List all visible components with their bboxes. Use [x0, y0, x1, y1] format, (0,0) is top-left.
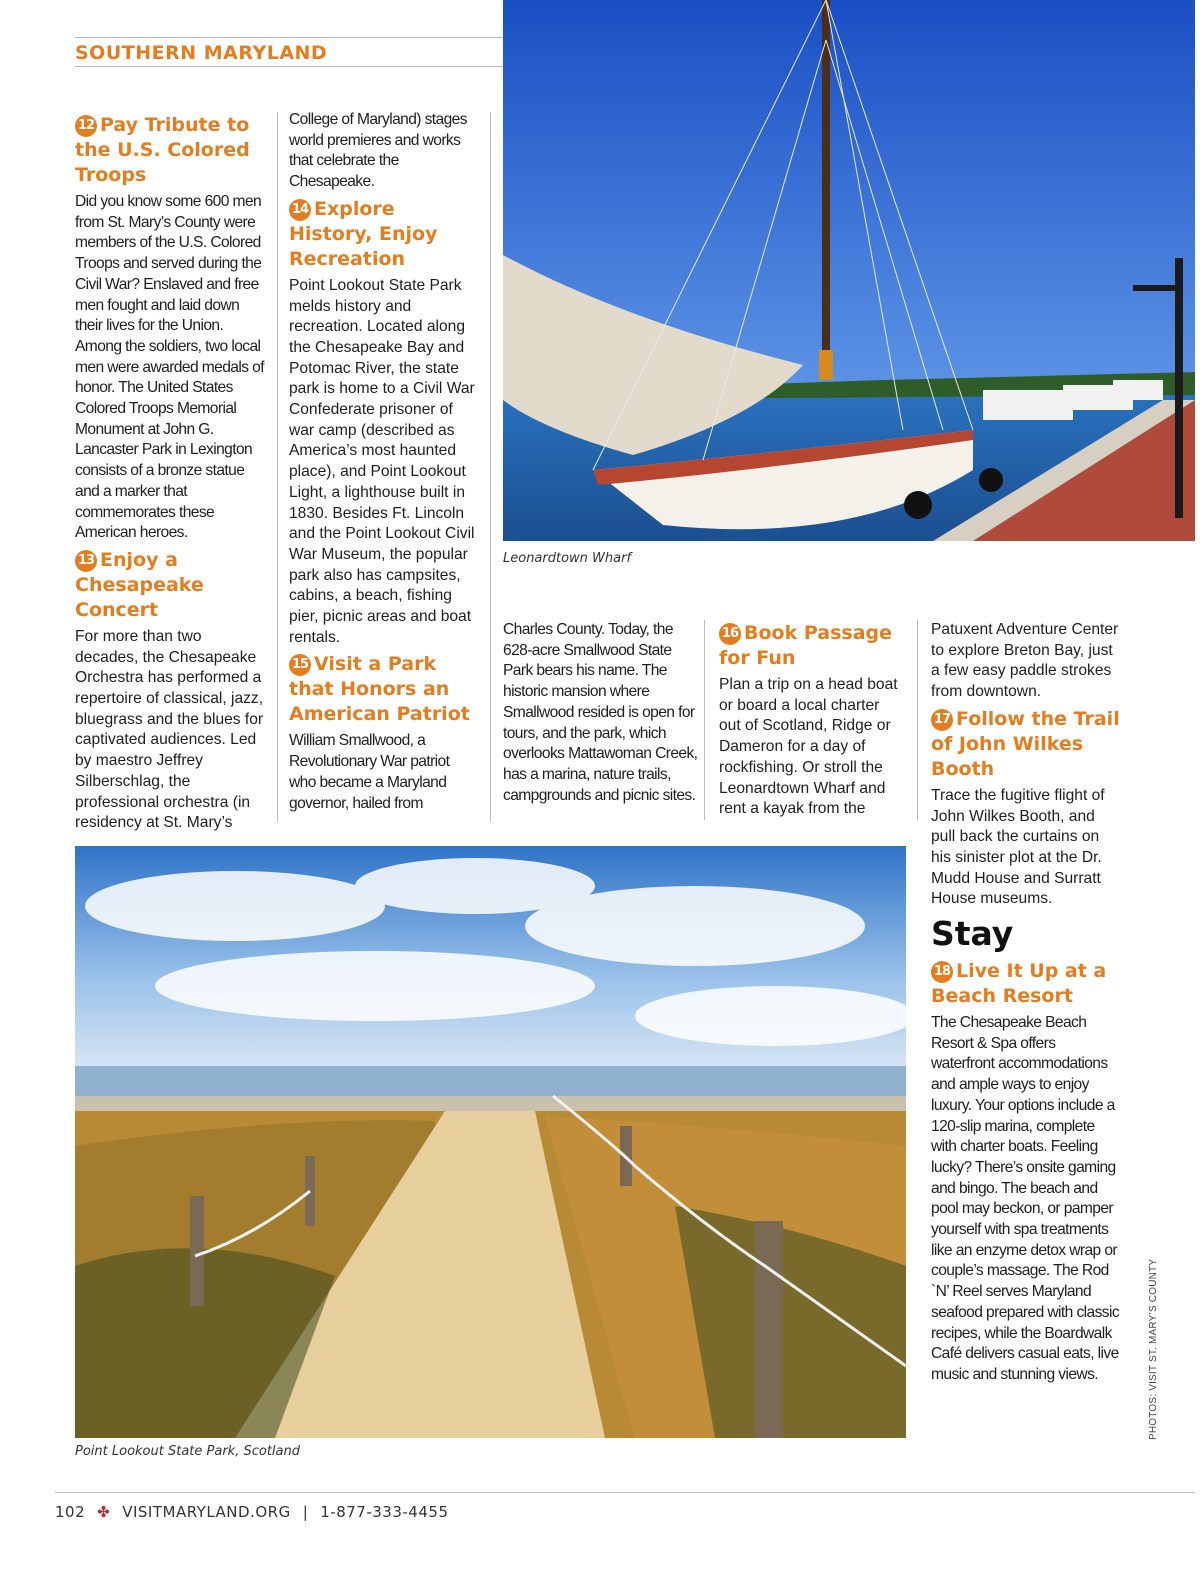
item-17-body: Trace the fugitive flight of John Wilkes Booth, and pull back the curtains on his sinister plot at the Dr. Mudd House and Surratt House museums. — [931, 786, 1105, 908]
item-15-body-cont: Charles County. Today, the 628-acre Smallwood State Park bears his name. The historic mansion where Smallwood resided is open for tours, and the park, which overlooks Mattawoman Creek, has a marina, nature trails, campgrounds and picnic sites. — [503, 621, 698, 804]
column-divider — [917, 620, 918, 820]
item-12-heading — [75, 113, 267, 188]
item-14-heading — [289, 197, 479, 272]
column-3 — [503, 620, 699, 810]
footer — [55, 1503, 448, 1521]
item-13-body-cont: College of Maryland) stages world premieres and works that celebrate the Chesapeake. — [289, 111, 467, 191]
number-badge-icon: 14 — [289, 199, 311, 221]
column-2 — [289, 110, 479, 818]
item-15-heading — [289, 652, 479, 727]
item-13-title: Enjoy a Chesapeake Concert — [75, 548, 204, 621]
wharf-caption: Leonardtown Wharf — [503, 551, 632, 566]
item-18-title: Live It Up at a Beach Resort — [931, 960, 1107, 1008]
item-16-title: Book Passage for Fun — [719, 622, 893, 669]
stay-heading: Stay — [931, 914, 1014, 954]
beach-illustration — [75, 846, 906, 1438]
item-16-body-cont: Patuxent Adventure Center to explore Breton Bay, just a few easy paddle strokes from downtown. — [931, 621, 1119, 701]
number-badge-icon: 17 — [931, 709, 953, 731]
footer-separator: | — [302, 1503, 309, 1521]
item-14-body: Point Lookout State Park melds history and recreation. Located along the Chesapeake Bay and Potomac River, the state park is home to a Civil War Confederate prisoner of war camp (described as America’s most haunted place), and Point Lookout Light, a lighthouse built in 1830. Besides Ft. Lincoln and the Point Lookout Civil War Museum, the popular park also has campsites, cabins, a beach, fishing pier, picnic areas and boat rentals. — [289, 276, 475, 646]
page-number: 102 — [55, 1503, 86, 1521]
beach-caption: Point Lookout State Park, Scotland — [75, 1444, 300, 1459]
item-18-heading — [931, 959, 1121, 1009]
item-18-body: The Chesapeake Beach Resort & Spa offers waterfront accommodations and ample ways to enjoy luxury. Your options include a 120-slip marina, complete with charter boats. Feeling lucky? There’s onsite gaming and bingo. The beach and pool may beckon, or pamper yourself with spa treatments like an enzyme detox wrap or couple’s massage. The Rod `N’ Reel serves Maryland seafood prepared with classic recipes, while the Boardwalk Café delivers casual eats, live music and stunning views. — [931, 1014, 1120, 1383]
number-badge-icon: 13 — [75, 550, 97, 572]
section-label: SOUTHERN MARYLAND — [75, 42, 328, 64]
photo-credit: PHOTOS: VISIT ST. MARY’S COUNTY — [1148, 1258, 1159, 1440]
column-5 — [931, 620, 1121, 1390]
number-badge-icon: 18 — [931, 961, 953, 983]
header-rule-top — [75, 37, 503, 38]
footer-website-link[interactable]: VISITMARYLAND.ORG — [122, 1503, 291, 1521]
item-13-body: For more than two decades, the Chesapeake Orchestra has performed a repertoire of classical, jazz, bluegrass and the blues for captivated audiences. Led by maestro Jeffrey Silberschlag, the professional orchestra (in residency at St. Mary’s — [75, 627, 264, 832]
number-badge-icon: 16 — [719, 623, 741, 645]
footer-rule — [55, 1492, 1195, 1493]
maryland-flower-icon: ✤ — [97, 1503, 111, 1521]
item-12-title: Pay Tribute to the U.S. Colored Troops — [75, 114, 250, 186]
item-17-heading — [931, 707, 1121, 782]
item-16-body: Plan a trip on a head boat or board a local charter out of Scotland, Ridge or Dameron for a day of rockfishing. Or stroll the Leonardtown Wharf and rent a kayak from the — [719, 676, 898, 818]
item-16-heading — [719, 621, 905, 671]
item-13-heading — [75, 548, 267, 623]
wharf-photo — [503, 0, 1195, 541]
item-17-title: Follow the Trail of John Wilkes Booth — [931, 707, 1120, 780]
item-15-body: William Smallwood, a Revolutionary War patriot who became a Maryland governor, hailed from — [289, 732, 450, 812]
column-4 — [719, 621, 905, 824]
item-12-body: Did you know some 600 men from St. Mary’s County were members of the U.S. Colored Troops and served during the Civil War? Enslaved and free men fought and laid down their lives for the Union. Among the soldiers, two local men were awarded medals of honor. The United States Colored Troops Memorial Monument at John G. Lancaster Park in Lexington consists of a bronze statue and a marker that commemorates these American heroes. — [75, 193, 264, 542]
beach-photo — [75, 846, 906, 1438]
number-badge-icon: 15 — [289, 654, 311, 676]
header-rule-bottom — [75, 66, 503, 67]
column-1 — [75, 113, 267, 838]
column-divider — [490, 112, 491, 822]
item-15-title: Visit a Park that Honors an American Patriot — [289, 653, 470, 726]
footer-phone: 1-877-333-4455 — [320, 1503, 449, 1521]
number-badge-icon: 12 — [75, 115, 97, 137]
column-divider — [277, 112, 278, 822]
column-divider — [704, 620, 705, 820]
item-14-title: Explore History, Enjoy Recreation — [289, 197, 438, 270]
wharf-illustration — [503, 0, 1195, 541]
